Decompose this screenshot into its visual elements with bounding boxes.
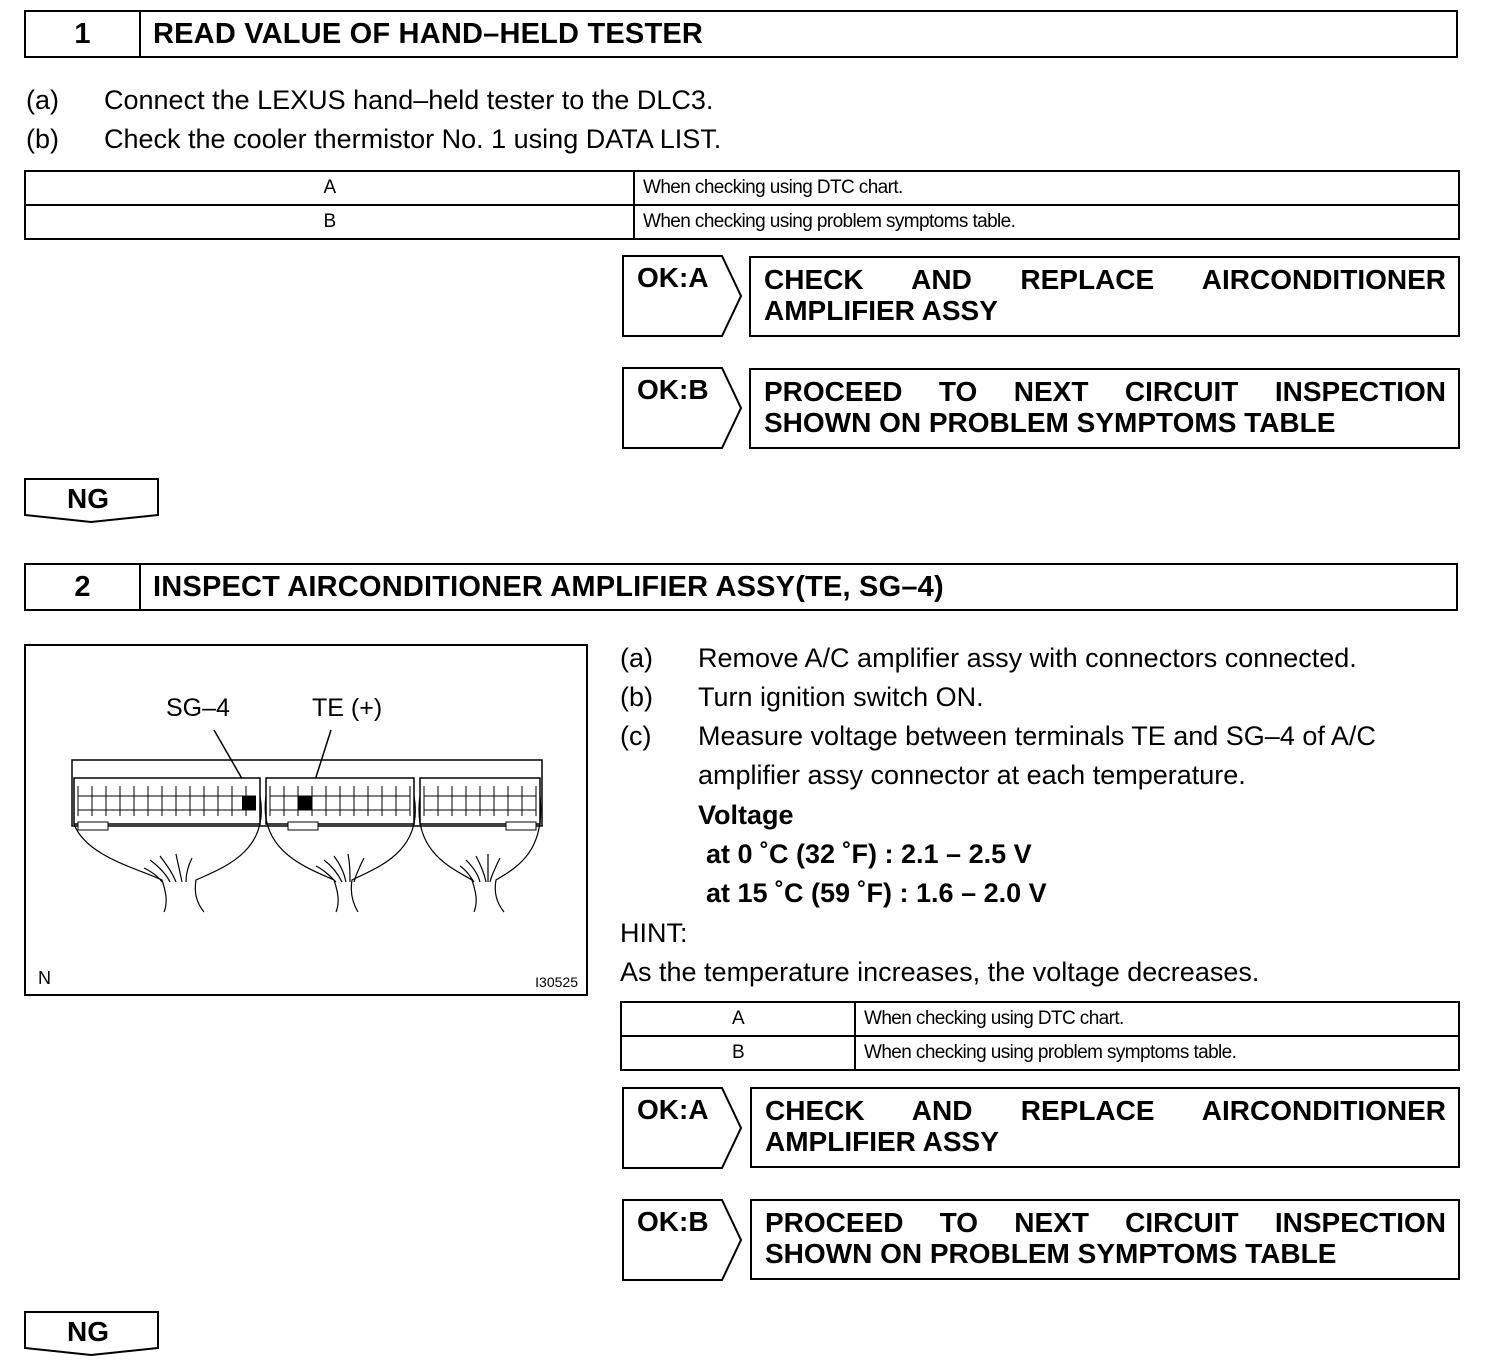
step-title: INSPECT AIRCONDITIONER AMPLIFIER ASSY(TE, SG–4)	[153, 570, 944, 603]
spec-line: at 15 ˚C (59 ˚F) : 1.6 – 2.0 V	[706, 878, 1047, 908]
instruction-text: Connect the LEXUS hand–held tester to the DLC3.	[104, 85, 714, 115]
instruction-item	[620, 682, 984, 713]
instruction-label: (c)	[620, 721, 652, 751]
ok-label: OK:B	[637, 1206, 709, 1237]
table-cell-key: B	[621, 1036, 855, 1070]
table-cell-value: When checking using problem symptoms table.	[634, 205, 1459, 239]
instruction-text: Remove A/C amplifier assy with connectors connected.	[698, 643, 1357, 673]
ng-label: NG	[67, 483, 109, 514]
action-line: AMPLIFIER ASSY	[765, 1126, 999, 1157]
hint-label: HINT:	[620, 918, 688, 948]
instruction-label: (b)	[620, 682, 653, 712]
spec-title: Voltage	[698, 800, 794, 830]
step-title: READ VALUE OF HAND–HELD TESTER	[153, 17, 704, 50]
action-line: PROCEED TO NEXT CIRCUIT INSPECTION	[765, 1207, 1446, 1238]
step-1-header	[24, 10, 1458, 58]
ng-label: NG	[67, 1316, 109, 1347]
instruction-item	[620, 643, 1357, 674]
terminal-label-sg4: SG–4	[166, 694, 230, 722]
ok-label: OK:A	[637, 1094, 709, 1125]
spec-line: at 0 ˚C (32 ˚F) : 2.1 – 2.5 V	[706, 839, 1032, 869]
ok-label: OK:A	[637, 262, 709, 293]
action-line: AMPLIFIER ASSY	[764, 295, 998, 326]
table-cell-key: A	[621, 1002, 855, 1036]
ng-arrow	[24, 478, 160, 524]
ok-a-action-box	[749, 256, 1460, 337]
terminal-label-te: TE (+)	[312, 694, 383, 722]
figure-corner-label: N	[38, 968, 51, 988]
ok-b-action-box	[750, 1199, 1460, 1280]
ok-a-arrow	[622, 255, 744, 337]
connector-illustration	[24, 644, 588, 996]
step-number: 2	[26, 565, 141, 609]
instruction-text: Check the cooler thermistor No. 1 using DATA LIST.	[104, 124, 722, 154]
action-line: SHOWN ON PROBLEM SYMPTOMS TABLE	[765, 1238, 1337, 1269]
instruction-text: Measure voltage between terminals TE and SG–4 of A/C	[698, 721, 1376, 751]
hint-text: As the temperature increases, the voltage decreases.	[620, 957, 1260, 987]
table-row	[621, 1036, 1459, 1070]
figure-id-label: I30525	[535, 974, 578, 990]
ok-label: OK:B	[637, 374, 709, 405]
instruction-text: Turn ignition switch ON.	[698, 682, 984, 712]
table-cell-value: When checking using problem symptoms table.	[855, 1036, 1459, 1070]
instruction-label: (a)	[26, 85, 59, 115]
instruction-label: (b)	[26, 124, 59, 154]
table-cell-value: When checking using DTC chart.	[855, 1002, 1459, 1036]
table-row	[25, 171, 1459, 205]
table-cell-key: A	[25, 171, 634, 205]
instruction-label: (a)	[620, 643, 653, 673]
connector-drawing	[26, 646, 586, 994]
step-2-header	[24, 563, 1458, 611]
action-line: SHOWN ON PROBLEM SYMPTOMS TABLE	[764, 407, 1336, 438]
instruction-item	[26, 124, 721, 155]
ok-b-arrow	[622, 367, 744, 449]
result-table	[620, 1001, 1460, 1071]
ok-b-arrow	[622, 1199, 744, 1281]
table-cell-value: When checking using DTC chart.	[634, 171, 1459, 205]
table-row	[621, 1002, 1459, 1036]
instruction-item	[26, 85, 713, 116]
ok-b-action-box	[749, 368, 1460, 449]
action-line: PROCEED TO NEXT CIRCUIT INSPECTION	[764, 376, 1446, 407]
instruction-continuation: amplifier assy connector at each temperature.	[698, 760, 1246, 790]
action-line: CHECK AND REPLACE AIRCONDITIONER	[765, 1095, 1446, 1126]
action-line: CHECK AND REPLACE AIRCONDITIONER	[764, 264, 1446, 295]
result-table	[24, 170, 1460, 240]
table-cell-key: B	[25, 205, 634, 239]
ok-a-arrow	[622, 1087, 744, 1169]
ok-a-action-box	[750, 1087, 1460, 1168]
table-row	[25, 205, 1459, 239]
ng-arrow	[24, 1311, 160, 1357]
step-number: 1	[26, 12, 141, 56]
instruction-item	[620, 721, 1376, 752]
